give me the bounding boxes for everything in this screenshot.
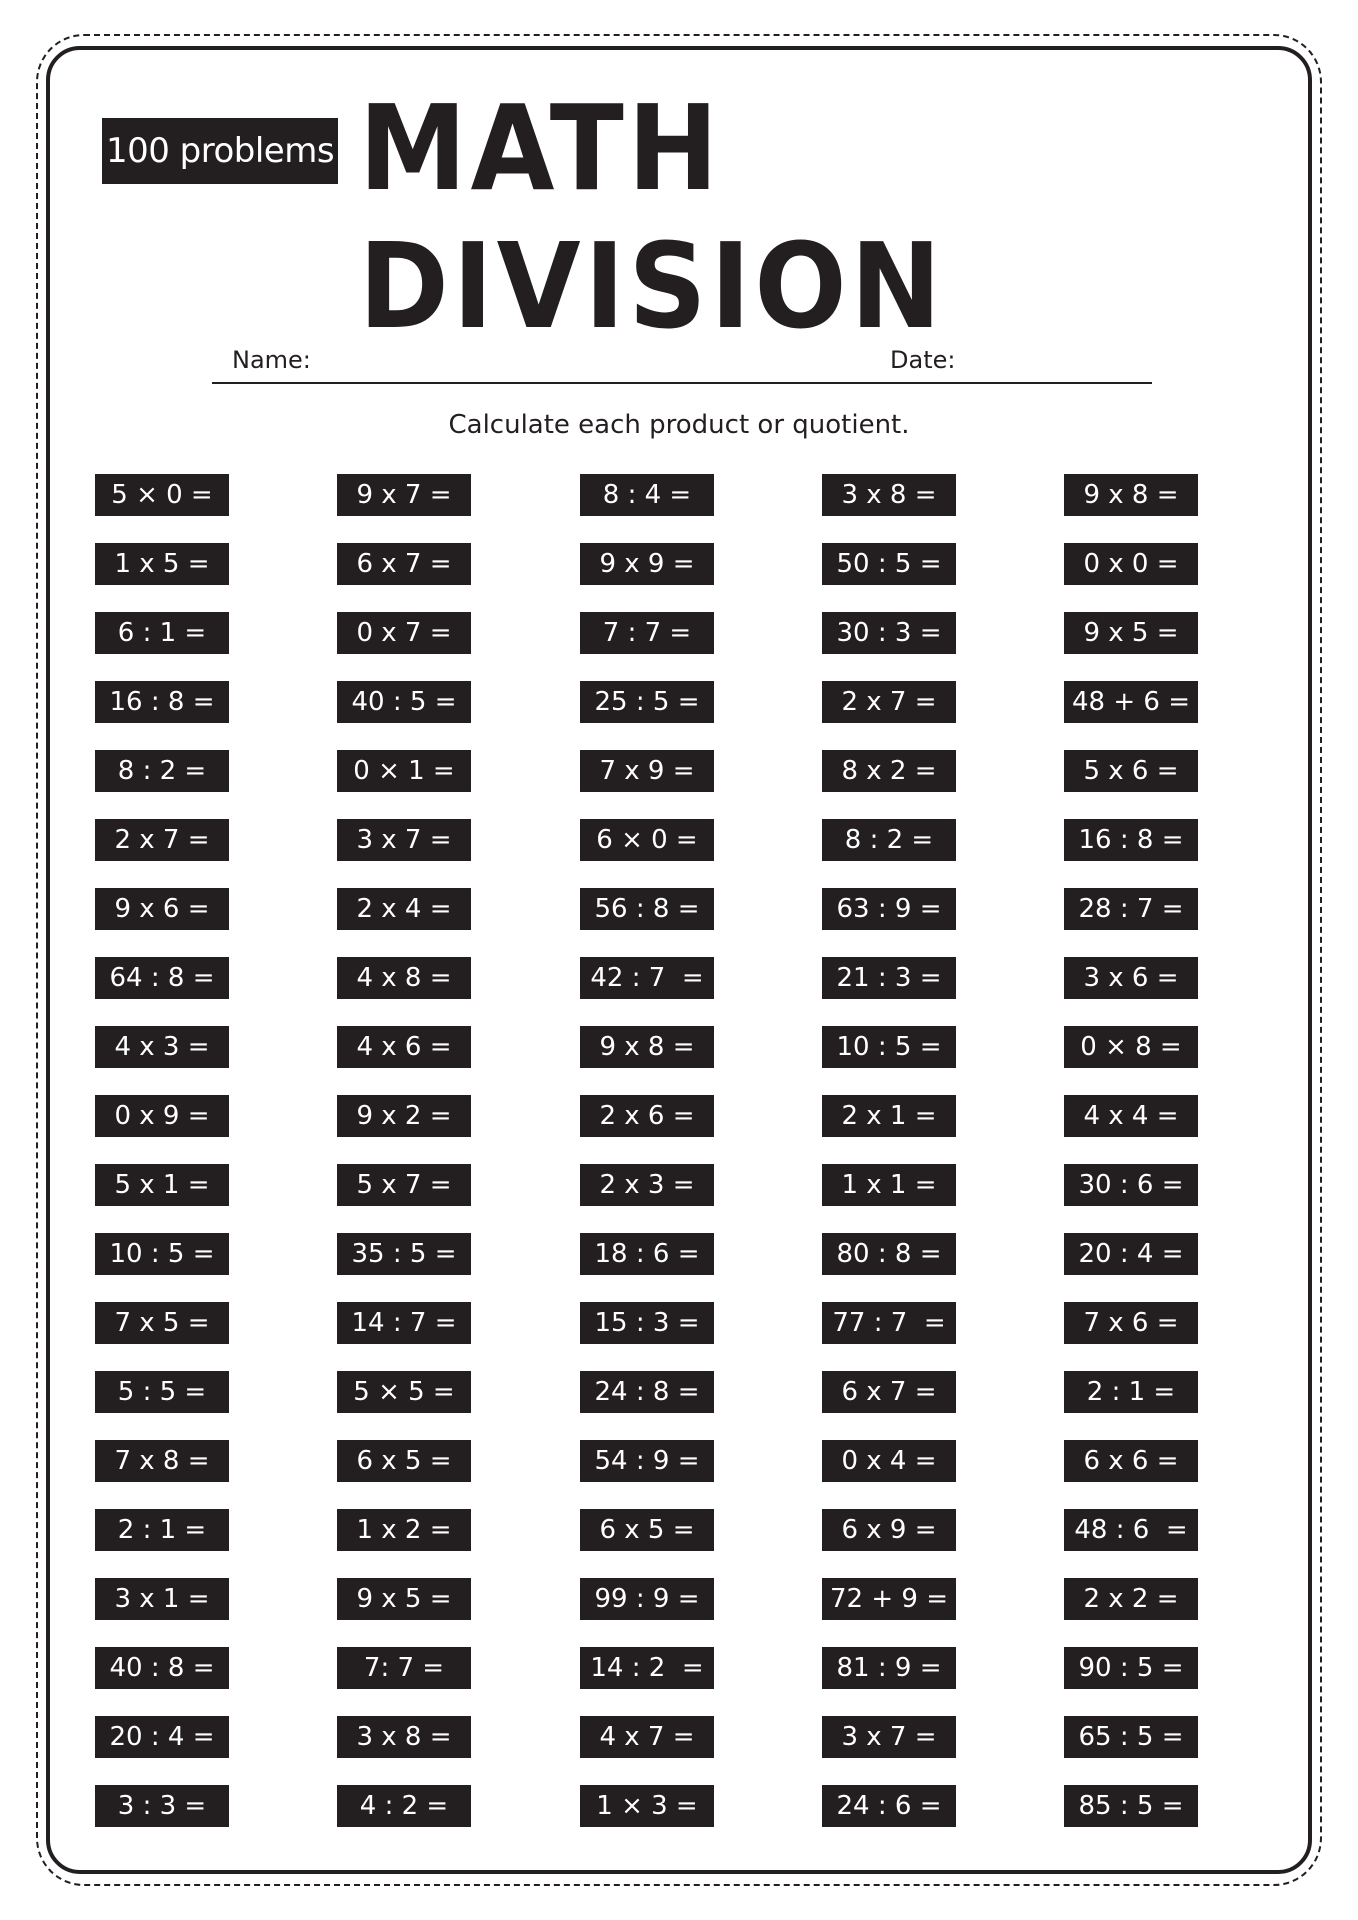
problem-box: 9 x 5 = xyxy=(337,1578,471,1620)
problem-box: 7 x 6 = xyxy=(1064,1302,1198,1344)
problem-box: 65 : 5 = xyxy=(1064,1716,1198,1758)
problem-box: 1 × 3 = xyxy=(580,1785,714,1827)
problem-box: 8 : 2 = xyxy=(95,750,229,792)
problem-count-badge: 100 problems xyxy=(102,118,338,184)
problem-box: 4 : 2 = xyxy=(337,1785,471,1827)
problem-box: 30 : 6 = xyxy=(1064,1164,1198,1206)
problem-column-3 xyxy=(580,474,714,1854)
problem-box: 9 x 2 = xyxy=(337,1095,471,1137)
problem-box: 9 x 9 = xyxy=(580,543,714,585)
problem-box: 0 × 8 = xyxy=(1064,1026,1198,1068)
problem-box: 5 × 5 = xyxy=(337,1371,471,1413)
problem-box: 6 x 7 = xyxy=(337,543,471,585)
problem-box: 2 x 2 = xyxy=(1064,1578,1198,1620)
problem-box: 3 x 7 = xyxy=(822,1716,956,1758)
problem-box: 6 : 1 = xyxy=(95,612,229,654)
problem-box: 3 x 7 = xyxy=(337,819,471,861)
problem-box: 9 x 5 = xyxy=(1064,612,1198,654)
problem-box: 4 x 8 = xyxy=(337,957,471,999)
problem-box: 9 x 8 = xyxy=(580,1026,714,1068)
problem-box: 90 : 5 = xyxy=(1064,1647,1198,1689)
problem-box: 5 x 7 = xyxy=(337,1164,471,1206)
problem-box: 0 x 7 = xyxy=(337,612,471,654)
problem-box: 3 x 1 = xyxy=(95,1578,229,1620)
problem-box: 2 x 7 = xyxy=(95,819,229,861)
problem-box: 81 : 9 = xyxy=(822,1647,956,1689)
problem-grid xyxy=(95,474,1255,1824)
problem-box: 2 : 1 = xyxy=(95,1509,229,1551)
problem-box: 3 : 3 = xyxy=(95,1785,229,1827)
problem-box: 3 x 8 = xyxy=(822,474,956,516)
problem-box: 7 x 8 = xyxy=(95,1440,229,1482)
problem-box: 0 x 4 = xyxy=(822,1440,956,1482)
problem-box: 10 : 5 = xyxy=(95,1233,229,1275)
problem-box: 24 : 8 = xyxy=(580,1371,714,1413)
problem-box: 6 x 5 = xyxy=(337,1440,471,1482)
problem-column-4 xyxy=(822,474,956,1854)
problem-box: 3 x 6 = xyxy=(1064,957,1198,999)
problem-box: 7 x 9 = xyxy=(580,750,714,792)
problem-box: 6 x 7 = xyxy=(822,1371,956,1413)
problem-box: 7: 7 = xyxy=(337,1647,471,1689)
problem-box: 0 × 1 = xyxy=(337,750,471,792)
problem-box: 16 : 8 = xyxy=(95,681,229,723)
problem-box: 2 x 4 = xyxy=(337,888,471,930)
instructions: Calculate each product or quotient. xyxy=(448,410,910,440)
problem-box: 77 : 7 = xyxy=(822,1302,956,1344)
problem-box: 6 x 5 = xyxy=(580,1509,714,1551)
problem-box: 63 : 9 = xyxy=(822,888,956,930)
problem-box: 5 : 5 = xyxy=(95,1371,229,1413)
problem-box: 2 x 6 = xyxy=(580,1095,714,1137)
problem-box: 54 : 9 = xyxy=(580,1440,714,1482)
problem-box: 48 : 6 = xyxy=(1064,1509,1198,1551)
problem-box: 9 x 8 = xyxy=(1064,474,1198,516)
name-date-line xyxy=(212,340,1152,380)
problem-box: 40 : 8 = xyxy=(95,1647,229,1689)
problem-column-5 xyxy=(1064,474,1198,1854)
problem-box: 85 : 5 = xyxy=(1064,1785,1198,1827)
problem-box: 80 : 8 = xyxy=(822,1233,956,1275)
problem-box: 3 x 8 = xyxy=(337,1716,471,1758)
problem-box: 4 x 7 = xyxy=(580,1716,714,1758)
date-label: Date: xyxy=(890,346,956,374)
problem-box: 18 : 6 = xyxy=(580,1233,714,1275)
problem-box: 30 : 3 = xyxy=(822,612,956,654)
problem-box: 25 : 5 = xyxy=(580,681,714,723)
problem-box: 24 : 6 = xyxy=(822,1785,956,1827)
problem-box: 5 × 0 = xyxy=(95,474,229,516)
problem-box: 21 : 3 = xyxy=(822,957,956,999)
problem-box: 50 : 5 = xyxy=(822,543,956,585)
page-title: MATH DIVISION xyxy=(358,79,945,355)
problem-box: 56 : 8 = xyxy=(580,888,714,930)
problem-box: 8 x 2 = xyxy=(822,750,956,792)
problem-column-1 xyxy=(95,474,229,1854)
name-date-underline xyxy=(212,382,1152,384)
problem-box: 15 : 3 = xyxy=(580,1302,714,1344)
problem-box: 4 x 4 = xyxy=(1064,1095,1198,1137)
problem-box: 2 x 3 = xyxy=(580,1164,714,1206)
problem-box: 1 x 5 = xyxy=(95,543,229,585)
problem-box: 14 : 7 = xyxy=(337,1302,471,1344)
problem-box: 4 x 6 = xyxy=(337,1026,471,1068)
problem-box: 35 : 5 = xyxy=(337,1233,471,1275)
problem-box: 20 : 4 = xyxy=(95,1716,229,1758)
problem-box: 5 x 1 = xyxy=(95,1164,229,1206)
problem-box: 16 : 8 = xyxy=(1064,819,1198,861)
problem-box: 8 : 2 = xyxy=(822,819,956,861)
problem-box: 5 x 6 = xyxy=(1064,750,1198,792)
problem-box: 8 : 4 = xyxy=(580,474,714,516)
problem-box: 1 x 1 = xyxy=(822,1164,956,1206)
problem-box: 2 x 7 = xyxy=(822,681,956,723)
problem-box: 2 : 1 = xyxy=(1064,1371,1198,1413)
problem-box: 6 × 0 = xyxy=(580,819,714,861)
problem-column-2 xyxy=(337,474,471,1854)
problem-box: 10 : 5 = xyxy=(822,1026,956,1068)
problem-box: 4 x 3 = xyxy=(95,1026,229,1068)
problem-box: 42 : 7 = xyxy=(580,957,714,999)
problem-box: 64 : 8 = xyxy=(95,957,229,999)
problem-box: 9 x 6 = xyxy=(95,888,229,930)
problem-box: 7 x 5 = xyxy=(95,1302,229,1344)
problem-box: 0 x 0 = xyxy=(1064,543,1198,585)
problem-box: 72 + 9 = xyxy=(822,1578,956,1620)
name-label: Name: xyxy=(232,346,311,374)
problem-box: 0 x 9 = xyxy=(95,1095,229,1137)
problem-box: 2 x 1 = xyxy=(822,1095,956,1137)
problem-box: 6 x 6 = xyxy=(1064,1440,1198,1482)
problem-box: 20 : 4 = xyxy=(1064,1233,1198,1275)
problem-box: 6 x 9 = xyxy=(822,1509,956,1551)
problem-box: 1 x 2 = xyxy=(337,1509,471,1551)
problem-box: 9 x 7 = xyxy=(337,474,471,516)
problem-box: 40 : 5 = xyxy=(337,681,471,723)
problem-box: 48 + 6 = xyxy=(1064,681,1198,723)
problem-box: 7 : 7 = xyxy=(580,612,714,654)
problem-box: 99 : 9 = xyxy=(580,1578,714,1620)
problem-box: 14 : 2 = xyxy=(580,1647,714,1689)
problem-box: 28 : 7 = xyxy=(1064,888,1198,930)
